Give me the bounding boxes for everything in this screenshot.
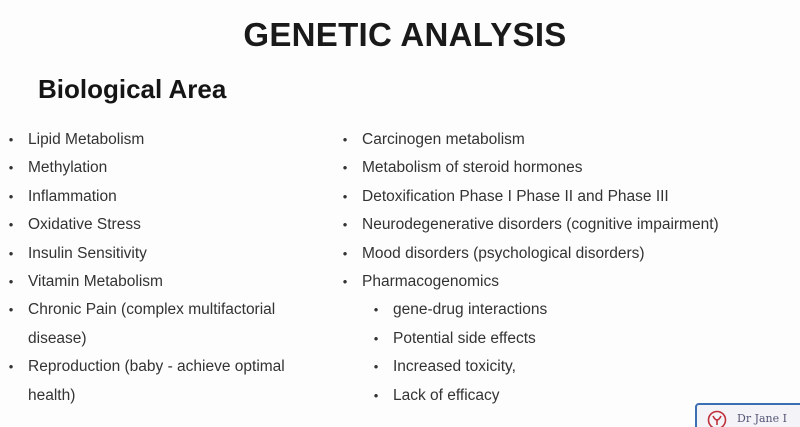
list-item-text: Neurodegenerative disorders (cognitive impairment) (362, 216, 719, 234)
bullet-icon: • (373, 302, 379, 318)
list-item-text: Methylation (28, 159, 108, 177)
sub-list-item (340, 325, 795, 353)
list-item-text: Inflammation (28, 187, 117, 205)
bullet-icon: • (8, 160, 14, 176)
slide-subtitle: Biological Area (38, 74, 227, 104)
bullet-icon: • (8, 359, 14, 375)
sub-list-item (340, 296, 795, 324)
presenter-logo (695, 403, 800, 427)
logo-text: Dr Jane I (737, 412, 787, 425)
sub-list-item (340, 353, 795, 381)
bullet-icon: • (342, 188, 348, 204)
list-item (6, 296, 316, 353)
list-item (6, 183, 316, 211)
list-item (6, 154, 316, 182)
bullet-icon: • (342, 132, 348, 147)
sub-list-item-text: Potential side effects (393, 329, 536, 347)
bullet-icon: • (8, 302, 14, 318)
bullet-icon: • (8, 245, 14, 261)
list-item (6, 126, 316, 154)
list-item-text: Detoxification Phase I Phase II and Phase III (362, 187, 669, 205)
list-item-text: Carcinogen metabolism (362, 131, 525, 148)
bullet-icon: • (8, 132, 14, 147)
list-item-text: Vitamin Metabolism (28, 273, 163, 291)
slide-title: GENETIC ANALYSIS (243, 16, 567, 53)
sub-list-item-text: Increased toxicity, (393, 358, 516, 376)
right-bullet-list (340, 126, 795, 410)
sub-list-container (340, 296, 795, 410)
sub-list-item-text: Lack of efficacy (393, 386, 500, 404)
bullet-icon: • (8, 274, 14, 290)
list-item-text: Metabolism of steroid hormones (362, 159, 583, 177)
list-item-text: Insulin Sensitivity (28, 244, 147, 262)
medical-logo-icon (707, 410, 727, 427)
list-item (6, 211, 316, 239)
list-item (340, 240, 795, 268)
list-item-pharmacogenomics (340, 268, 795, 296)
pharmacogenomics-sub-list (340, 296, 795, 410)
list-item (6, 353, 316, 410)
list-item-text: Lipid Metabolism (28, 131, 145, 148)
bullet-icon: • (8, 188, 14, 204)
bullet-icon: • (342, 160, 348, 176)
list-item-text: Pharmacogenomics (362, 273, 499, 291)
bullet-icon: • (342, 217, 348, 233)
list-item-text: Reproduction (baby - achieve optimal health) (28, 358, 285, 404)
list-item (340, 154, 795, 182)
list-item (340, 126, 795, 154)
list-item (340, 211, 795, 239)
list-item (340, 183, 795, 211)
sub-list-item-text: gene-drug interactions (393, 301, 548, 319)
list-item (6, 268, 316, 296)
bullet-icon: • (342, 274, 348, 290)
bullet-icon: • (342, 245, 348, 261)
bullet-icon: • (8, 217, 14, 233)
bullet-icon: • (373, 359, 379, 375)
list-item (6, 240, 316, 268)
left-bullet-list (6, 126, 316, 410)
list-item-text: Mood disorders (psychological disorders) (362, 244, 645, 262)
list-item-text: Chronic Pain (complex multifactorial disease) (28, 301, 276, 347)
bullet-icon: • (373, 387, 379, 403)
bullet-icon: • (373, 330, 379, 346)
list-item-text: Oxidative Stress (28, 216, 141, 234)
